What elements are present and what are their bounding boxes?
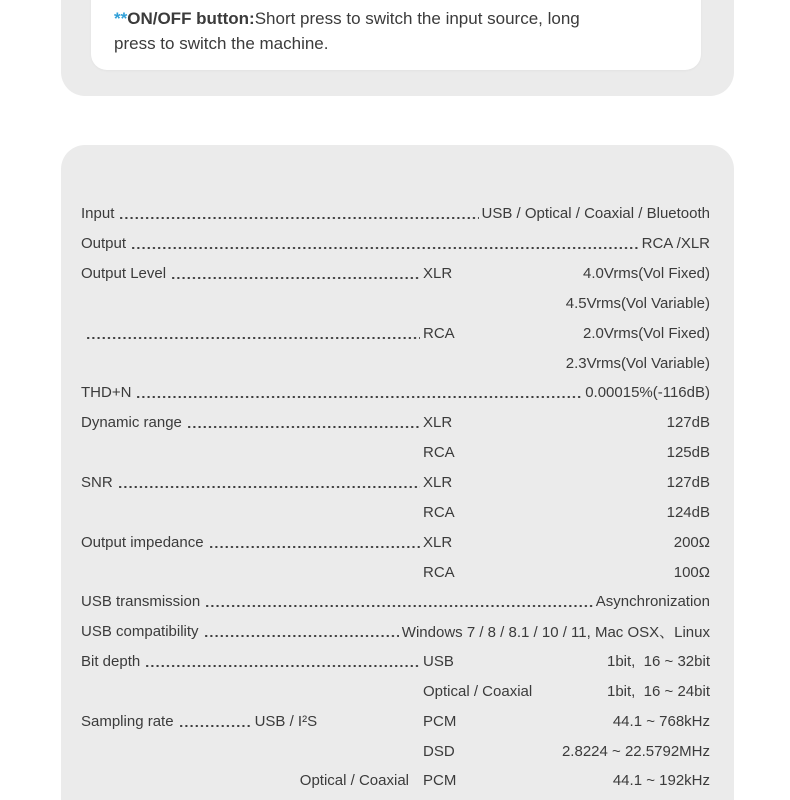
- spec-panel: [61, 145, 734, 800]
- spec-row: [81, 199, 710, 229]
- spec-value: 1bit, 16 ~ 32bit: [607, 653, 710, 671]
- spec-row: [81, 736, 710, 766]
- spec-value: 124dB: [666, 503, 710, 521]
- spec-connector: USB: [423, 653, 454, 671]
- spec-value: 4.0Vrms(Vol Fixed): [583, 265, 710, 283]
- spec-label: Input: [81, 205, 115, 223]
- spec-row: [81, 706, 710, 736]
- spec-row: [81, 527, 710, 557]
- spec-value: 1bit, 16 ~ 24bit: [607, 682, 710, 700]
- dot-leader: [172, 259, 420, 289]
- dot-leader: [188, 408, 420, 438]
- spec-value: 44.1 ~ 192kHz: [612, 772, 710, 790]
- spec-connector: RCA: [423, 563, 455, 581]
- spec-row: [81, 318, 710, 348]
- spec-value: 2.0Vrms(Vol Fixed): [583, 324, 710, 342]
- spec-row: [81, 587, 710, 617]
- spec-row: [81, 766, 710, 796]
- spec-label: Dynamic range: [81, 414, 182, 432]
- spec-row: [81, 259, 710, 289]
- spec-value: 200Ω: [673, 533, 710, 551]
- spec-label: Bit depth: [81, 653, 141, 671]
- spec-label: SNR: [81, 474, 113, 492]
- spec-value: 2.8224 ~ 22.5792MHz: [561, 742, 710, 760]
- spec-row: [81, 408, 710, 438]
- spec-connector: RCA: [423, 444, 455, 462]
- dot-leader: [120, 199, 478, 229]
- spec-row: [81, 289, 710, 319]
- spec-row: [81, 468, 710, 498]
- spec-value: 100Ω: [673, 563, 710, 581]
- spec-value: 125dB: [666, 444, 710, 462]
- dot-leader: [119, 468, 420, 498]
- spec-connector: DSD: [423, 742, 455, 760]
- spec-row: [81, 229, 710, 259]
- note-asterisks: **: [114, 9, 128, 28]
- spec-sublabel: Optical / Coaxial: [299, 772, 409, 790]
- note-line2: press to switch the machine.: [114, 33, 329, 53]
- spec-connector: XLR: [423, 414, 453, 432]
- dot-leader: [206, 587, 593, 617]
- spec-row: [81, 378, 710, 408]
- note-text: [114, 7, 674, 56]
- spec-row: [81, 557, 710, 587]
- spec-connector: RCA: [423, 503, 455, 521]
- spec-value: 0.00015%(-116dB): [585, 384, 710, 402]
- spec-row: [81, 647, 710, 677]
- spec-row: [81, 617, 710, 647]
- spec-value: 44.1 ~ 768kHz: [612, 712, 710, 730]
- spec-row: [81, 348, 710, 378]
- spec-connector: XLR: [423, 265, 453, 283]
- spec-connector: XLR: [423, 533, 453, 551]
- spec-row: [81, 677, 710, 707]
- spec-value: 2.3Vrms(Vol Variable): [565, 354, 710, 372]
- spec-value: USB / Optical / Coaxial / Bluetooth: [481, 205, 710, 223]
- spec-value: 127dB: [666, 474, 710, 492]
- spec-label: Output Level: [81, 265, 167, 283]
- dot-leader: [210, 527, 420, 557]
- spec-value: RCA /XLR: [641, 235, 710, 253]
- spec-connector: XLR: [423, 474, 453, 492]
- spec-label: THD+N: [81, 384, 132, 402]
- note-line1: Short press to switch the input source, long: [254, 9, 580, 28]
- spec-label: USB transmission: [81, 593, 201, 611]
- spec-value: 127dB: [666, 414, 710, 432]
- dot-leader: [87, 318, 420, 348]
- spec-sublabel: USB / I²S: [254, 712, 318, 730]
- spec-value: Windows 7 / 8 / 8.1 / 10 / 11, Mac OSX、Linux: [401, 624, 710, 642]
- dot-leader: [205, 617, 399, 647]
- spec-connector: PCM: [423, 772, 457, 790]
- spec-value: 4.5Vrms(Vol Variable): [565, 294, 710, 312]
- spec-label: Output impedance: [81, 533, 204, 551]
- spec-list: [61, 145, 734, 796]
- dot-leader: [132, 229, 639, 259]
- note-bold-label: ON/OFF button:: [127, 9, 255, 28]
- dot-leader: [180, 706, 252, 736]
- spec-label: Sampling rate: [81, 712, 174, 730]
- spec-label: Output: [81, 235, 127, 253]
- spec-connector: PCM: [423, 712, 457, 730]
- dot-leader: [137, 378, 582, 408]
- spec-row: [81, 438, 710, 468]
- spec-row: [81, 497, 710, 527]
- spec-connector: Optical / Coaxial: [423, 682, 533, 700]
- spec-label: USB compatibility: [81, 623, 199, 641]
- spec-connector: RCA: [423, 324, 455, 342]
- spec-value: Asynchronization: [595, 593, 710, 611]
- dot-leader: [146, 647, 420, 677]
